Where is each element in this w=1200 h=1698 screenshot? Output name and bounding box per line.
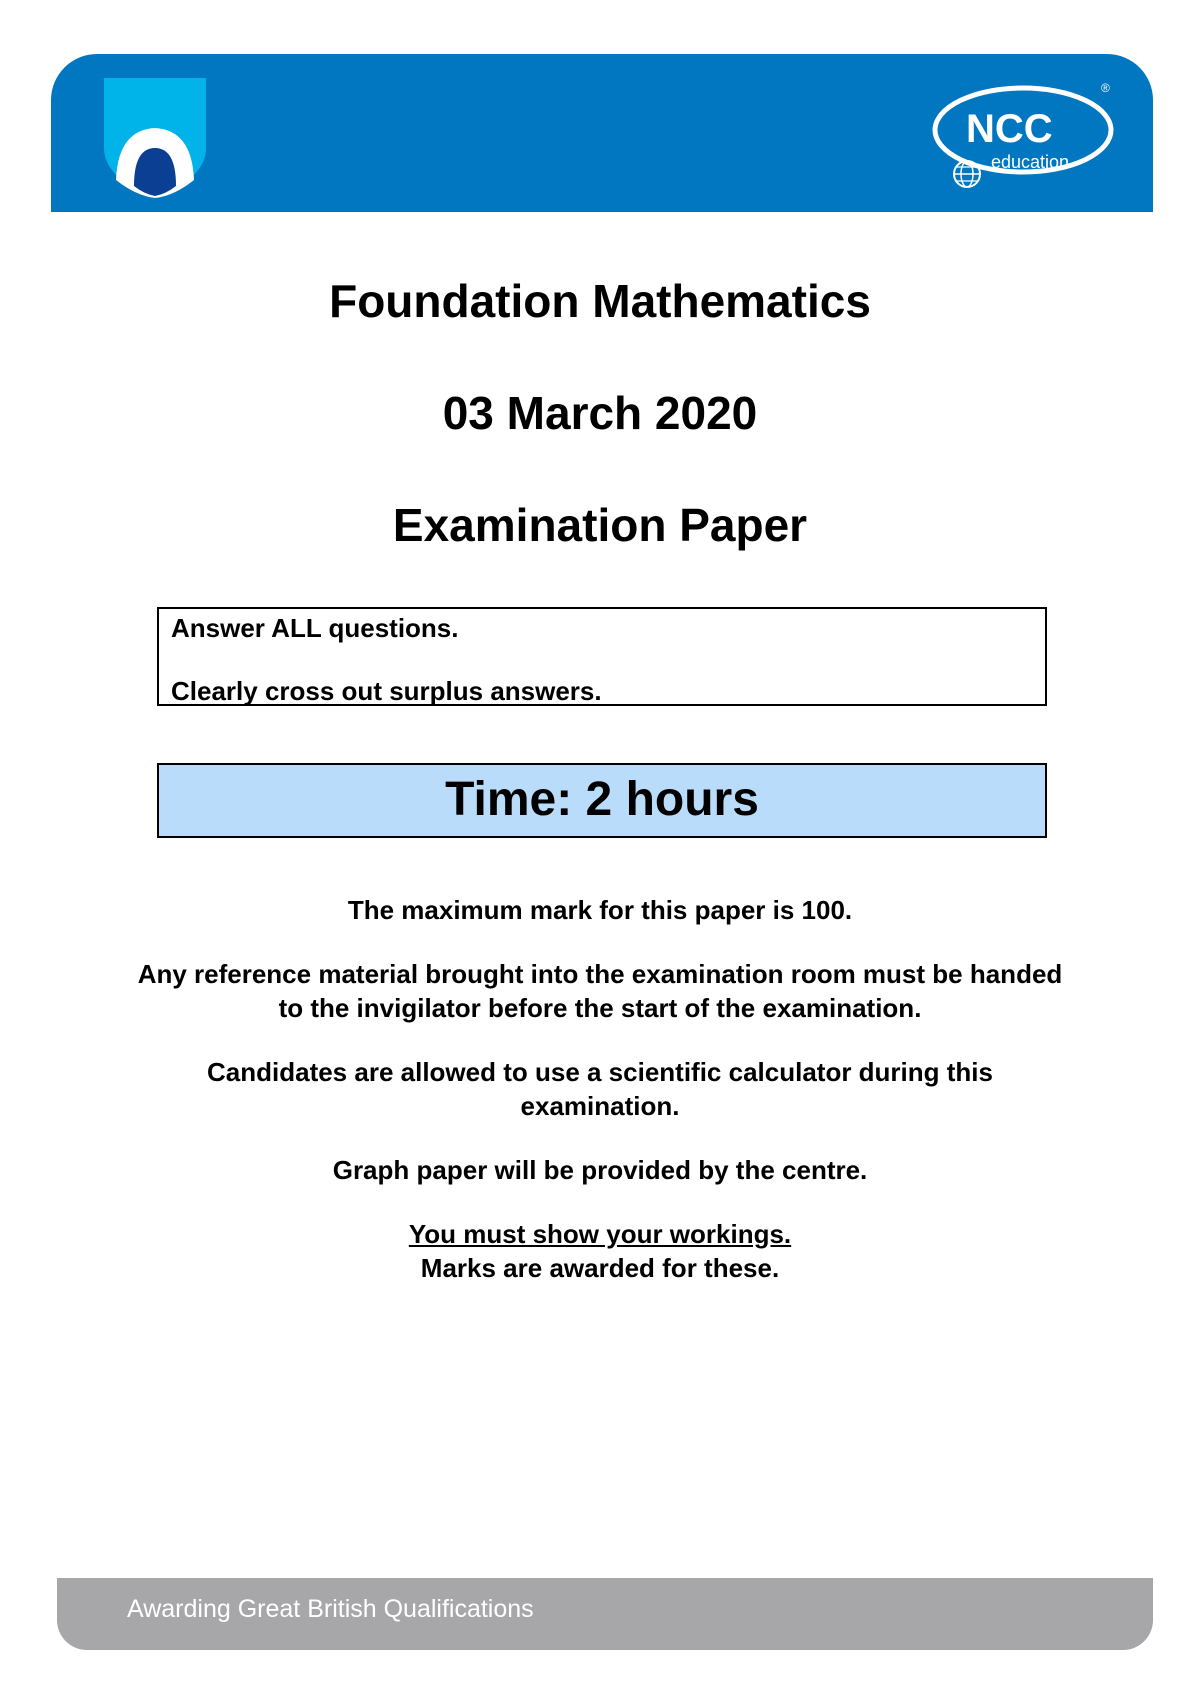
logo-text: NCC bbox=[966, 107, 1053, 151]
instructions-box bbox=[157, 607, 1047, 706]
note-graph-paper: Graph paper will be provided by the centre. bbox=[332, 1155, 868, 1185]
instruction-cross-out: Clearly cross out surplus answers. bbox=[171, 676, 602, 706]
logo-subtext: education bbox=[991, 152, 1070, 172]
exam-notes bbox=[130, 893, 1070, 1315]
footer-tagline: Awarding Great British Qualifications bbox=[127, 1595, 534, 1623]
note-workings bbox=[130, 1217, 1070, 1285]
note-reference-material: Any reference material brought into the examination room must be handed to the invigilator before the start of the examination. bbox=[137, 959, 1063, 1023]
footer-band bbox=[57, 1578, 1153, 1650]
note-calculator: Candidates are allowed to use a scientific calculator during this examination. bbox=[207, 1057, 993, 1121]
shield-logo-icon bbox=[104, 78, 206, 198]
subject-title: Foundation Mathematics bbox=[329, 275, 871, 327]
time-allowed-box: Time: 2 hours bbox=[157, 763, 1047, 838]
exam-date: 03 March 2020 bbox=[442, 387, 758, 439]
note-workings-marks: Marks are awarded for these. bbox=[420, 1253, 780, 1283]
header-band bbox=[51, 54, 1153, 212]
registered-mark: ® bbox=[1101, 81, 1110, 95]
paper-type-title: Examination Paper bbox=[392, 499, 808, 551]
ncc-education-logo bbox=[931, 80, 1115, 190]
instruction-answer-all: Answer ALL questions. bbox=[171, 613, 459, 643]
note-max-mark: The maximum mark for this paper is 100. bbox=[347, 895, 853, 925]
note-workings-underlined: You must show your workings. bbox=[408, 1219, 792, 1249]
